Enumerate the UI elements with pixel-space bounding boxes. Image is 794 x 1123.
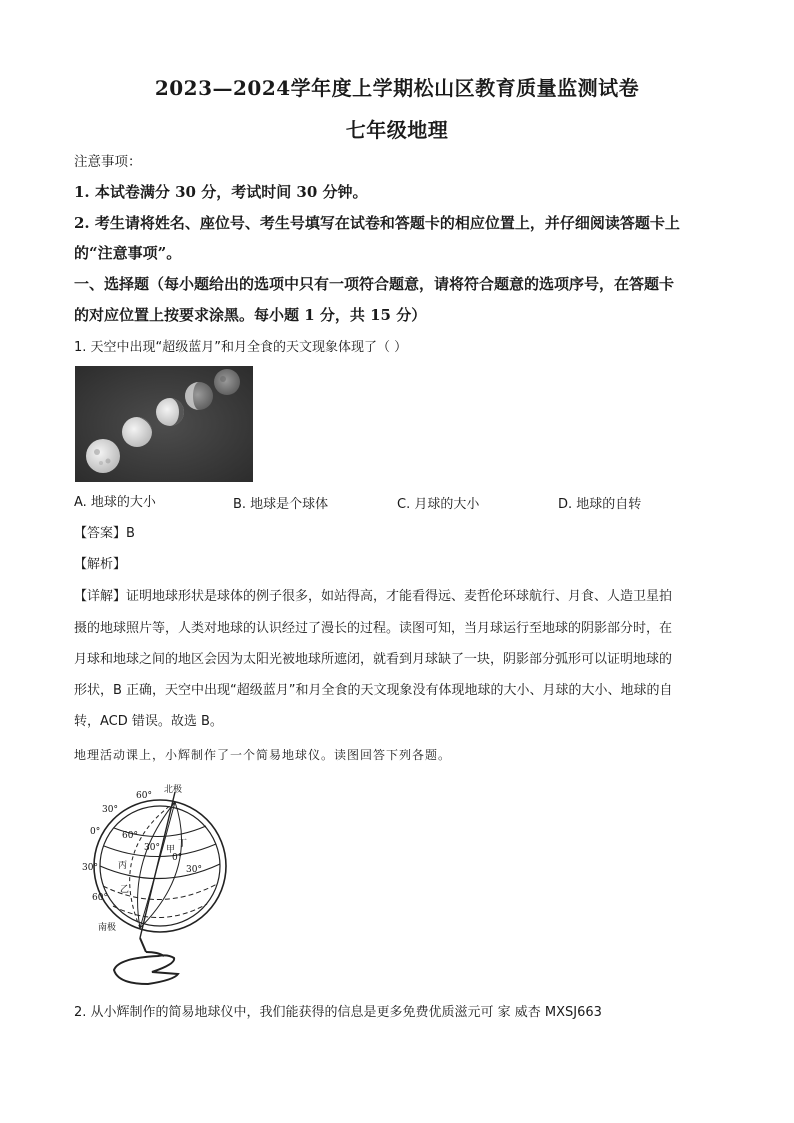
moon-4 xyxy=(185,382,213,410)
label-lat60-bottom: 60° xyxy=(92,893,108,903)
notes-heading: 注意事项： xyxy=(74,154,142,170)
moon-2 xyxy=(122,417,152,447)
globe-stand-pole xyxy=(140,938,146,952)
question-1-stem: 1. 天空中出现“超级蓝月”和月全食的天文现象体现了（ ） xyxy=(74,340,408,355)
label-lat60-top: 60° xyxy=(136,791,152,801)
label-inner30: 30° xyxy=(144,843,160,853)
label-yi: 乙 xyxy=(120,885,130,895)
globe-meridian-ring xyxy=(94,800,226,932)
page-title: 2023—2024学年度上学期松山区教育质量监测试卷 xyxy=(154,76,640,100)
answer-tag: 【答案】 xyxy=(74,526,127,541)
moon-3 xyxy=(156,398,184,426)
moon-1 xyxy=(86,439,120,473)
option-c: C. 月球的大小 xyxy=(397,497,480,512)
detail-line-4: 形状，B 正确，天空中出现“超级蓝月”和月全食的天文现象没有体现地球的大小、月球的大小、地球的自 xyxy=(74,683,673,698)
page-subtitle: 七年级地理 xyxy=(345,118,449,142)
globe-diagram xyxy=(78,780,228,988)
label-lat30-top: 30° xyxy=(102,805,118,815)
label-jia: 甲 xyxy=(166,845,176,855)
answer-line xyxy=(74,524,135,544)
question-2-intro: 地理活动课上，小辉制作了一个简易地球仪。读图回答下列各题。 xyxy=(74,748,452,762)
detail-tag: 【详解】 xyxy=(74,589,127,604)
lunar-eclipse-photo xyxy=(75,366,253,482)
detail-line-2: 摄的地球照片等，人类对地球的认识经过了漫长的过程。读图可知，当月球运行至地球的阴影部分时，在 xyxy=(74,621,673,636)
meridian-line-2 xyxy=(140,802,175,928)
label-south-pole: 南极 xyxy=(98,923,117,933)
moon-5 xyxy=(214,369,240,395)
globe-base xyxy=(114,955,178,984)
detail-line-1 xyxy=(74,587,672,607)
detail-line-3: 月球和地球之间的地区会因为太阳光被地球所遮闭，就看到月球缺了一块，阴影部分弧形可以证明地球的 xyxy=(74,652,673,667)
label-inner60: 60° xyxy=(122,831,138,841)
notes-item-2-line-1: 2. 考生请将姓名、座位号、考生号填写在试卷和答题卡的相应位置上，并仔细阅读答题卡上 xyxy=(74,214,680,232)
notes-item-2-line-2: 的“注意事项”。 xyxy=(74,244,182,262)
detail-text-1: 证明地球形状是球体的例子很多，如站得高，才能看得远、麦哲伦环球航行、月食、人造卫星拍 xyxy=(126,589,673,604)
question-2-stem: 2. 从小辉制作的简易地球仪中，我们能获得的信息是更多免费优质滋元可 家 威杏 MXSJ663 xyxy=(74,1005,602,1020)
option-d: D. 地球的自转 xyxy=(558,497,642,512)
section-1-heading-line-2: 的对应位置上按要求涂黑。每小题 1 分，共 15 分） xyxy=(74,306,427,324)
label-ding: 丁 xyxy=(178,839,188,849)
detail-line-5: 转，ACD 错误。故选 B。 xyxy=(74,714,223,729)
label-bing: 丙 xyxy=(118,861,128,871)
analysis-tag: 【解析】 xyxy=(74,557,127,572)
label-inner0: 0° xyxy=(172,853,183,863)
label-north-pole: 北极 xyxy=(164,785,183,795)
label-right30: 30° xyxy=(186,865,202,875)
answer-value: B xyxy=(126,526,135,541)
label-lat0: 0° xyxy=(90,827,101,837)
notes-item-1: 1. 本试卷满分 30 分，考试时间 30 分钟。 xyxy=(74,183,368,201)
label-lat30-bottom: 30° xyxy=(82,863,98,873)
option-a: A. 地球的大小 xyxy=(74,495,156,510)
section-1-heading-line-1: 一、选择题（每小题给出的选项中只有一项符合题意，请将符合题意的选项序号，在答题卡 xyxy=(74,275,675,293)
option-b: B. 地球是个球体 xyxy=(233,497,329,512)
